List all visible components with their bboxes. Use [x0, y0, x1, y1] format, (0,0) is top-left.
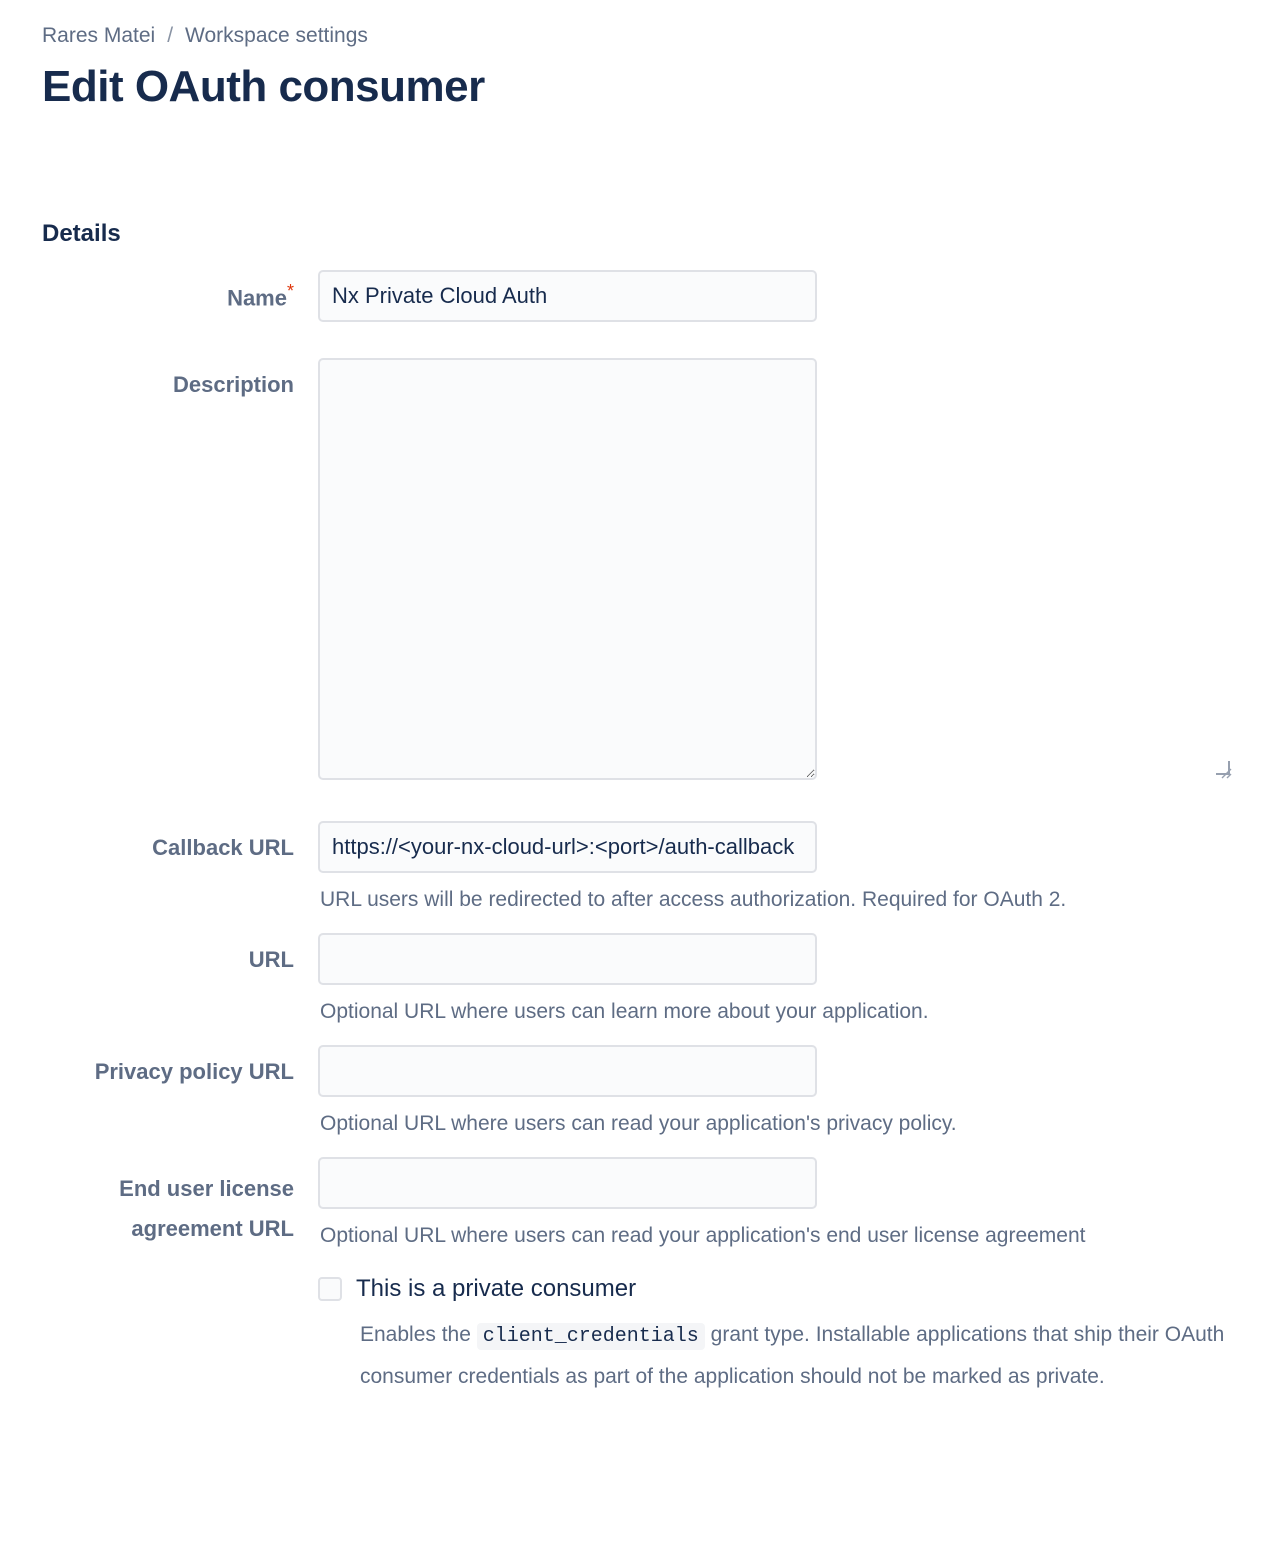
help-eula-url: Optional URL where users can read your application's end user license agreement	[320, 1224, 1086, 1247]
private-consumer-row[interactable]	[318, 1269, 1238, 1309]
breadcrumb-separator: /	[167, 24, 174, 47]
private-consumer-help-before: Enables the	[360, 1323, 477, 1346]
description-textarea[interactable]	[318, 358, 817, 780]
help-callback-url: URL users will be redirected to after access authorization. Required for OAuth 2.	[320, 888, 1067, 911]
field-col-description	[318, 358, 1238, 785]
required-indicator: *	[286, 281, 294, 301]
label-callback-url: Callback URL	[152, 835, 294, 860]
label-name	[42, 270, 318, 313]
private-consumer-help-code: client_credentials	[477, 1323, 705, 1350]
name-input[interactable]	[318, 270, 817, 322]
form-row-eula-url	[42, 1157, 1238, 1397]
private-consumer-label: This is a private consumer	[356, 1275, 637, 1302]
label-description: Description	[172, 372, 294, 397]
page-title: Edit OAuth consumer	[42, 62, 485, 111]
field-col-url	[318, 933, 1238, 1045]
label-name-text: Name	[227, 285, 287, 311]
callback-url-input[interactable]	[318, 821, 817, 873]
field-col-callback-url	[318, 821, 1238, 933]
breadcrumb-workspace-link[interactable]: Rares Matei	[42, 24, 156, 47]
help-url: Optional URL where users can learn more about your application.	[320, 1000, 929, 1023]
breadcrumb-workspace-settings-link[interactable]: Workspace settings	[185, 24, 368, 47]
form-row-callback-url	[42, 821, 1238, 933]
field-col-name	[318, 270, 1238, 322]
url-input[interactable]	[318, 933, 817, 985]
private-consumer-help	[360, 1315, 1238, 1397]
field-col-eula-url	[318, 1157, 1238, 1397]
form-row-description	[42, 358, 1238, 785]
details-section-heading: Details	[42, 220, 121, 247]
eula-url-input[interactable]	[318, 1157, 817, 1209]
form-row-name	[42, 270, 1238, 322]
private-consumer-checkbox[interactable]	[318, 1277, 342, 1301]
form-row-url	[42, 933, 1238, 1045]
resize-handle-icon[interactable]	[1216, 763, 1232, 779]
label-privacy-policy-url: Privacy policy URL	[94, 1059, 294, 1084]
label-eula-url: End user license agreement URL	[119, 1176, 294, 1241]
field-col-privacy-policy-url	[318, 1045, 1238, 1157]
privacy-policy-url-input[interactable]	[318, 1045, 817, 1097]
label-url: URL	[248, 947, 294, 972]
private-consumer-help-after: grant type. Installable applications that ship their OAuth consumer credentials as part of the application should not be marked as private.	[360, 1323, 1225, 1388]
help-privacy-policy-url: Optional URL where users can read your application's privacy policy.	[320, 1112, 957, 1135]
breadcrumb	[42, 22, 1238, 50]
form-row-privacy-policy-url	[42, 1045, 1238, 1157]
